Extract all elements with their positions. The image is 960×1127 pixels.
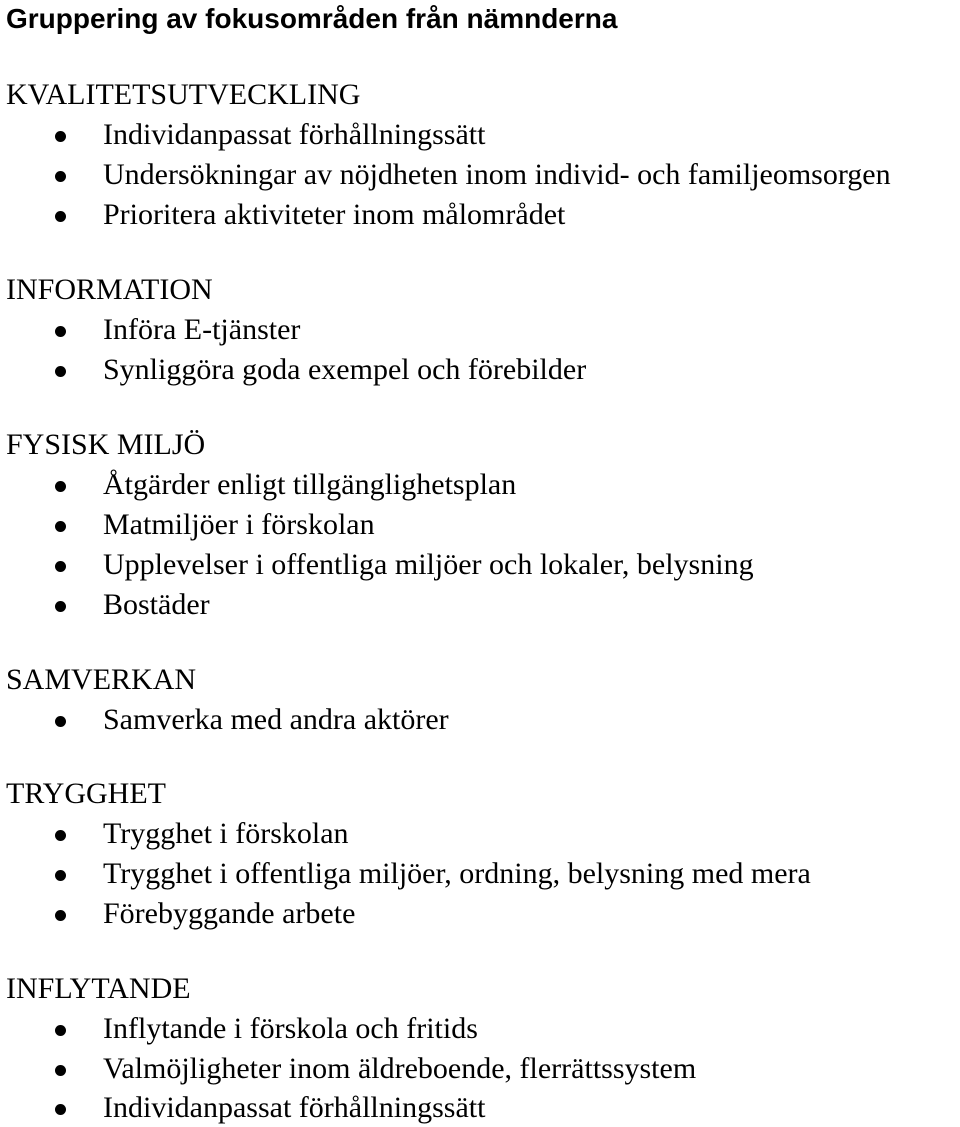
list-item-text: Synliggöra goda exempel och förebilder [103,353,587,386]
list-item-text: Undersökningar av nöjdheten inom individ- och familjeomsorgen [103,158,891,191]
bullet-icon [55,1025,66,1036]
bullet-icon [55,1065,66,1076]
list-item [0,117,960,153]
list-item [0,1051,960,1087]
list-item [0,352,960,388]
list-item-text: Förebyggande arbete [103,897,356,930]
list-item [0,197,960,233]
list-item [0,702,960,738]
bullet-icon [55,910,66,921]
list-item-text: Åtgärder enligt tillgänglighetsplan [103,468,517,501]
list-item-text: Inflytande i förskola och fritids [103,1012,478,1045]
list-item-text: Trygghet i offentliga miljöer, ordning, belysning med mera [103,857,811,890]
list-item-text: Individanpassat förhållningssätt [103,118,486,151]
list-item [0,1011,960,1047]
list-item [0,856,960,892]
list-item [0,1090,960,1126]
bullet-icon [55,830,66,841]
list-item-text: Införa E-tjänster [103,313,301,346]
list-item [0,896,960,932]
bullet-icon [55,521,66,532]
bullet-icon [55,131,66,142]
bullet-icon [55,716,66,727]
section-heading-trygghet: TRYGGHET [6,777,166,810]
bullet-icon [55,561,66,572]
section-heading-fysisk-miljo: FYSISK MILJÖ [6,428,206,461]
bullet-icon [55,366,66,377]
bullet-icon [55,1104,66,1115]
list-item-text: Prioritera aktiviteter inom målområdet [103,198,566,231]
bullet-icon [55,326,66,337]
list-item-text: Upplevelser i offentliga miljöer och lokaler, belysning [103,548,754,581]
bullet-icon [55,171,66,182]
bullet-icon [55,481,66,492]
list-item-text: Trygghet i förskolan [103,817,349,850]
list-item [0,312,960,348]
section-heading-kvalitetsutveckling: KVALITETSUTVECKLING [6,78,361,111]
list-item-text: Matmiljöer i förskolan [103,508,375,541]
section-heading-samverkan: SAMVERKAN [6,663,197,696]
list-item [0,157,960,193]
list-item-text: Bostäder [103,588,210,621]
bullet-icon [55,601,66,612]
list-item-text: Individanpassat förhållningssätt [103,1091,486,1124]
section-heading-inflytande: INFLYTANDE [6,972,191,1005]
list-item [0,467,960,503]
list-item [0,547,960,583]
bullet-icon [55,870,66,881]
list-item [0,587,960,623]
list-item-text: Samverka med andra aktörer [103,703,449,736]
page-title: Gruppering av fokusområden från nämnderna [6,3,618,34]
bullet-icon [55,211,66,222]
list-item [0,507,960,543]
list-item [0,816,960,852]
section-heading-information: INFORMATION [6,273,213,306]
list-item-text: Valmöjligheter inom äldreboende, flerrättssystem [103,1052,697,1085]
